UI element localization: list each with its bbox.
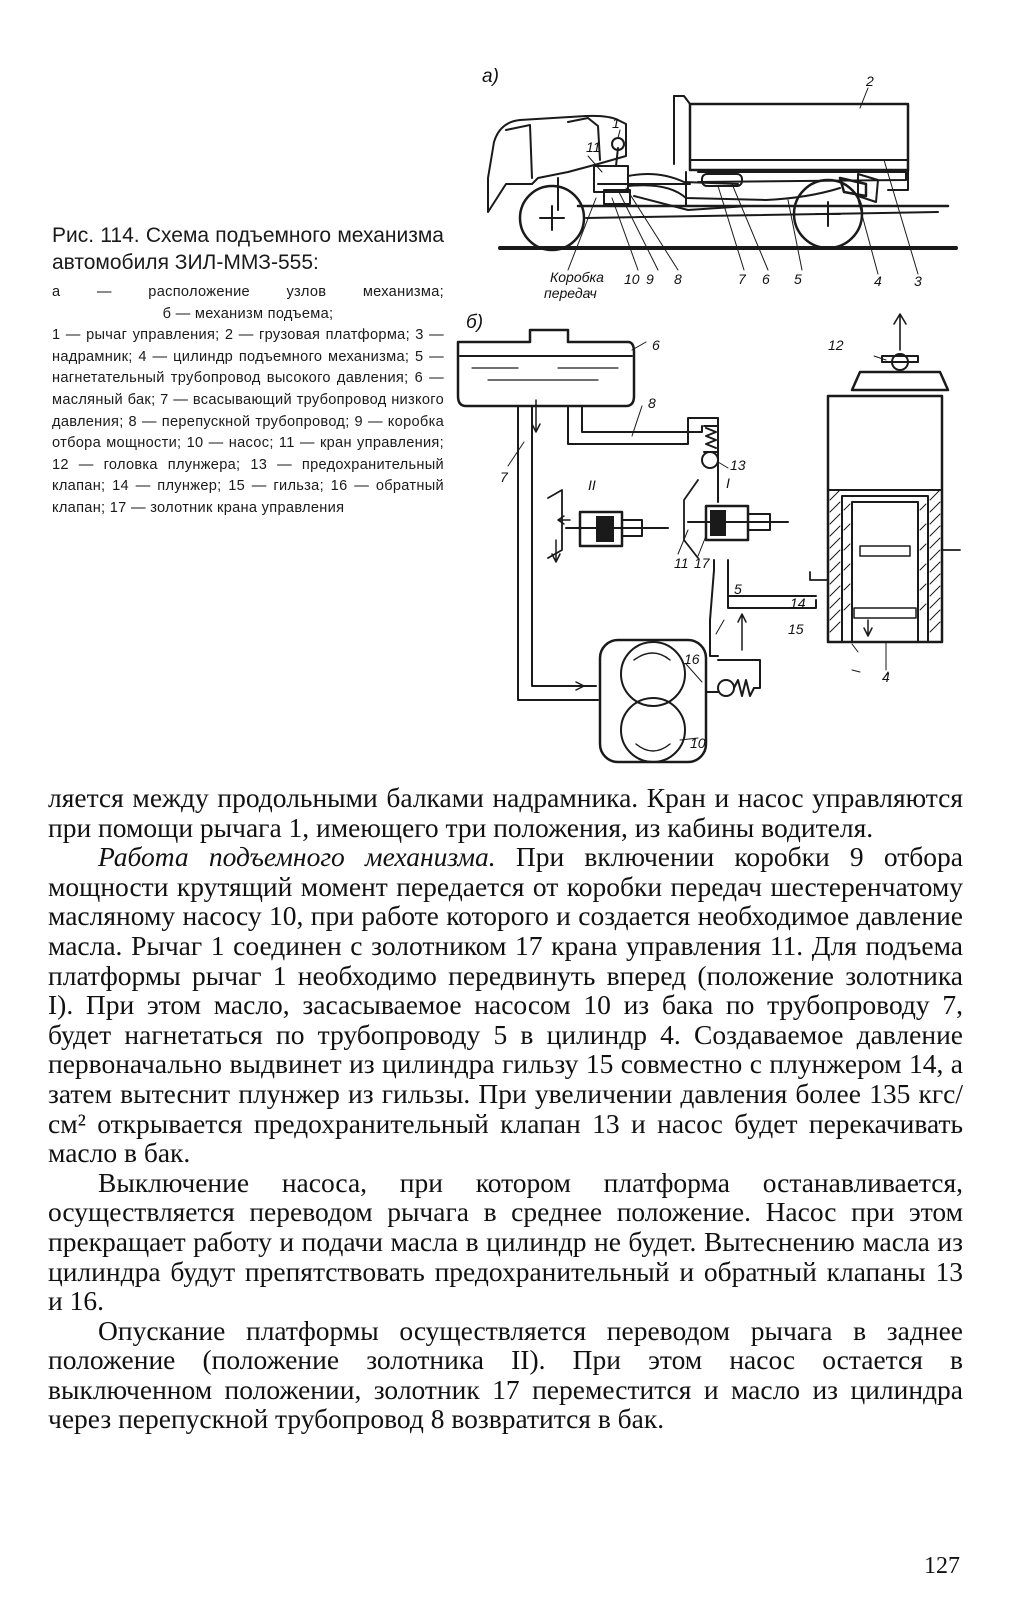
callout-a-3: 3 — [914, 273, 922, 289]
gearbox-label-2: передач — [544, 285, 597, 301]
callout-b-12: 12 — [828, 337, 844, 353]
paragraph-1: ляется между продольными балками надрамника. Кран и насос управляются при помощи рычага 1, имеющего три положения, из кабины водителя. — [48, 782, 963, 843]
paragraph-2 — [48, 842, 963, 1168]
caption-legend — [52, 282, 444, 520]
figure-caption — [52, 222, 444, 520]
paragraph-2-text: При включении коробки 9 отбора мощности крутящий момент передается от коробки передач шестеренчатому масляному насосу 10, при работе которого и создается необходимое давление масла. Рычаг 1 соединен с золотником 17 крана управления 11. Для подъема платформы рычаг 1 необходимо передвинуть вперед (положение золотника I). При этом масло, засасываемое насосом 10 из бака по трубопроводу 7, будет нагнетаться по трубопроводу 5 в цилиндр 4. Создаваемое давление первоначально выдвинет из цилиндра гильзу 15 совместно с плунжером 14, а затем вытеснит плунжер из гильзы. При увеличении давления более 135 кгс/см² открывается предохранительный клапан 13 и насос будет перекачивать масло в бак. — [48, 841, 963, 1169]
callout-b-13: 13 — [730, 457, 746, 473]
callout-a-8: 8 — [674, 271, 682, 287]
view-b-letter: б) — [466, 312, 484, 333]
gearbox-label-1: Коробка — [550, 269, 604, 285]
callout-b-6: 6 — [652, 337, 660, 353]
spool-position-I: I — [726, 475, 730, 491]
truck-drawing — [488, 73, 956, 301]
callout-a-6: 6 — [762, 271, 770, 287]
hydraulic-scheme — [458, 314, 960, 762]
callout-a-7: 7 — [738, 271, 746, 287]
body-text — [48, 783, 963, 1434]
mechanism-figure — [448, 60, 988, 780]
callout-a-11: 11 — [586, 139, 601, 155]
callout-b-4: 4 — [882, 669, 890, 685]
callout-b-7: 7 — [500, 469, 508, 485]
callout-b-16: 16 — [684, 651, 700, 667]
callout-a-9: 9 — [646, 271, 654, 287]
caption-title: Рис. 114. Схема подъемного механизма автомобиля ЗИЛ-ММЗ-555: — [52, 224, 444, 274]
callout-b-15: 15 — [788, 621, 804, 637]
callout-b-8: 8 — [648, 395, 656, 411]
callout-a-1: 1 — [612, 115, 620, 131]
legend-line-b: б — механизм подъема; — [162, 305, 334, 322]
callout-a-5: 5 — [794, 271, 802, 287]
callout-b-14: 14 — [790, 595, 806, 611]
legend-line-a: а — расположение узлов механизма; — [52, 284, 444, 300]
paragraph-3: Выключение насоса, при котором платформа останавливается, осуществляется переводом рычага в среднее положение. Насос при этом прекращает работу и подачи масла в цилиндр не будет. Вытеснению масла из цилиндра будут препятствовать предохранительный и обратный клапаны 13 и 16. — [48, 1166, 963, 1317]
callout-a-2: 2 — [866, 73, 874, 89]
callout-b-5: 5 — [734, 581, 742, 597]
page-number: 127 — [924, 1553, 960, 1579]
callout-b-11: 11 — [674, 555, 689, 571]
callout-a-10: 10 — [624, 271, 640, 287]
callout-b-10: 10 — [690, 735, 706, 751]
legend-items: 1 — рычаг управления; 2 — грузовая платформа; 3 — надрамник; 4 — цилиндр подъемного механизма; 5 — нагнетательный трубопровод высокого давления; 6 — масляный бак; 7 — всасывающий трубопровод низкого давления; 8 — перепускной трубопровод; 9 — коробка отбора мощности; 10 — насос; 11 — кран управления; 12 — головка плунжера; 13 — предохранительный клапан; 14 — плунжер; 15 — гильза; 16 — обратный клапан; 17 — золотник крана управления — [52, 327, 444, 516]
callout-b-17: 17 — [694, 555, 710, 571]
view-a-letter: а) — [482, 66, 499, 87]
spool-position-II: II — [588, 477, 596, 493]
callout-a-4: 4 — [874, 273, 882, 289]
paragraph-4: Опускание платформы осуществляется переводом рычага в заднее положение (положение золотника II). При этом насос остается в выключенном положении, золотник 17 переместится и масло из цилиндра через перепускной трубопровод 8 возвратится в бак. — [48, 1314, 963, 1435]
mechanism-diagram — [448, 60, 988, 780]
cylinder-hatching — [830, 490, 940, 632]
section-title: Работа подъемного механизма. — [98, 841, 496, 873]
